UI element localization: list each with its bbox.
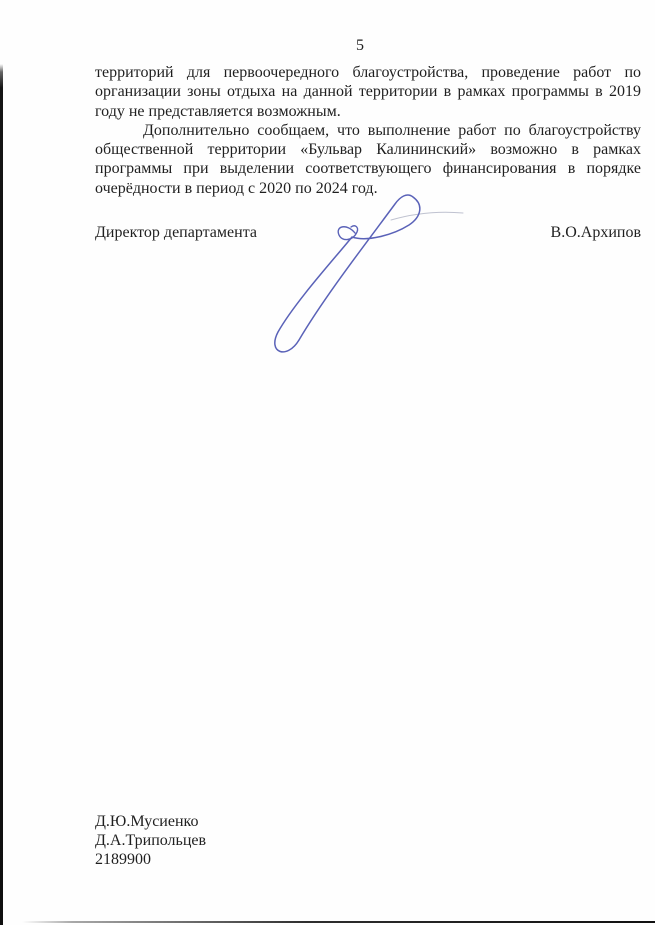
page-number: 5 bbox=[356, 37, 364, 54]
body-paragraph2-line: общественной территории «Бульвар Калининский» возможно в рамках bbox=[95, 141, 641, 159]
executor-name: Д.Ю.Мусиенко bbox=[95, 813, 199, 830]
executor-phone: 2189900 bbox=[95, 851, 151, 869]
executor-name: Д.А.Трипольцев bbox=[95, 832, 207, 850]
body-paragraph1-line: территорий для первоочередного благоустройства, проведение работ по bbox=[95, 64, 641, 81]
body-paragraph2-line: очерёдности в период с 2020 по 2024 год. bbox=[95, 179, 378, 197]
signature-tail-stroke bbox=[391, 212, 463, 220]
scan-edge-left bbox=[0, 64, 3, 925]
letter-body bbox=[95, 63, 641, 198]
scan-edge-bottom bbox=[22, 921, 655, 923]
signer-position-title: Директор департамента bbox=[95, 224, 257, 241]
executor-block bbox=[95, 812, 206, 869]
handwritten-signature-icon bbox=[255, 190, 480, 360]
signer-name: В.О.Архипов bbox=[550, 224, 641, 241]
body-paragraph2-line: Дополнительно сообщаем, что выполнение работ по благоустройству bbox=[143, 121, 641, 139]
body-paragraph1-line: году не представляется возможным. bbox=[95, 102, 341, 120]
body-paragraph1-line: организации зоны отдыха на данной территории в рамках программы в 2019 bbox=[95, 83, 641, 101]
body-paragraph2-line: программы при выделении соответствующего финансирования в порядке bbox=[95, 160, 641, 178]
